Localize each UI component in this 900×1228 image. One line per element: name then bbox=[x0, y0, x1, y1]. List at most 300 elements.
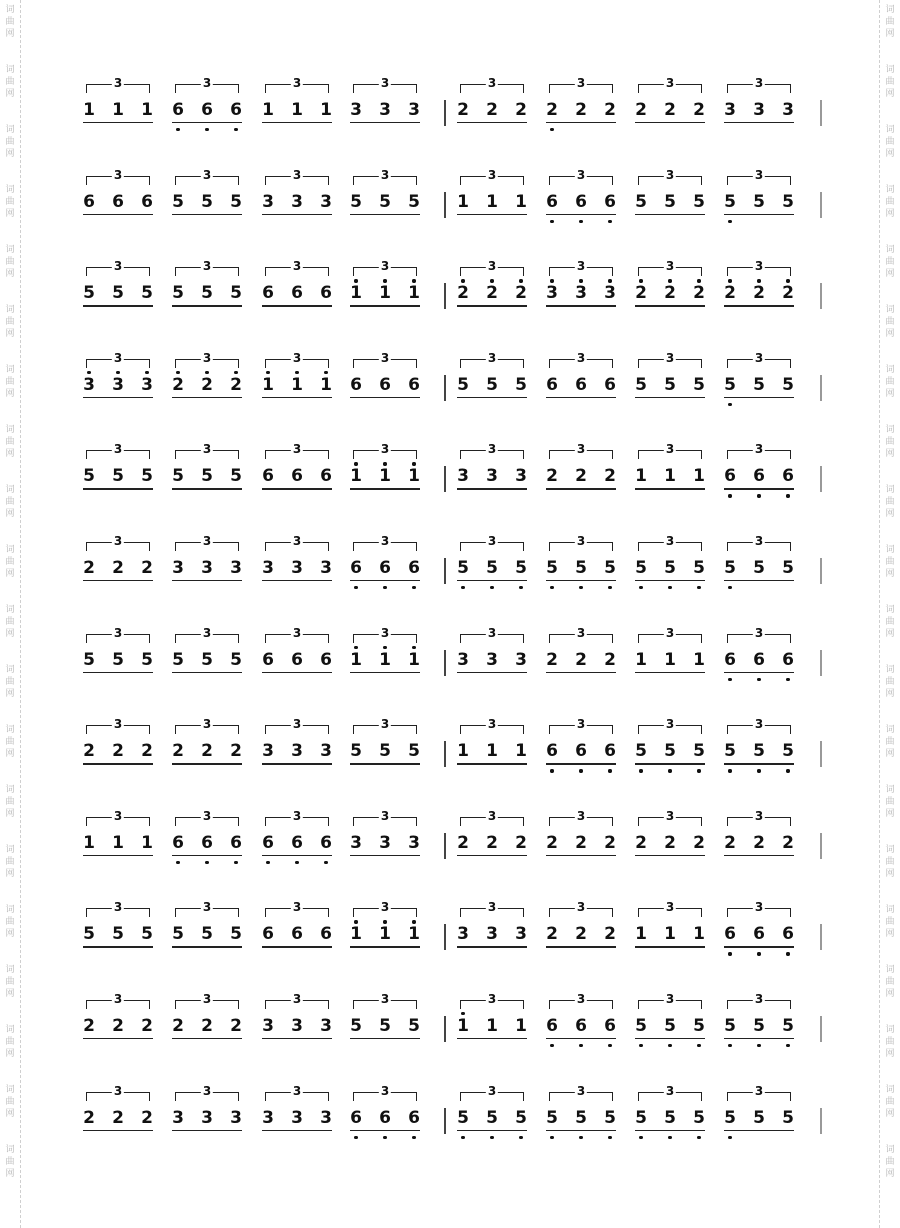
eighth-underline bbox=[724, 305, 794, 306]
barline-end bbox=[820, 833, 822, 859]
triplet-bracket bbox=[265, 625, 329, 643]
triplet-group bbox=[634, 76, 706, 124]
note: 5 bbox=[141, 466, 153, 487]
note: 3 bbox=[320, 558, 332, 578]
barline-end bbox=[820, 741, 822, 767]
note: 3 bbox=[291, 558, 303, 578]
triplet-group bbox=[723, 442, 795, 490]
watermark-char: 词 bbox=[885, 65, 895, 75]
note: 3 bbox=[291, 1107, 303, 1128]
note: 5 bbox=[664, 374, 676, 395]
octave-up-dot bbox=[728, 279, 731, 282]
triplet-bracket bbox=[460, 534, 524, 551]
note: 2 bbox=[635, 832, 647, 853]
note: 1 bbox=[664, 924, 676, 945]
watermark-char: 词 bbox=[885, 785, 895, 795]
triplet-bracket bbox=[86, 808, 150, 826]
note: 6 bbox=[408, 558, 420, 578]
watermark-char: 曲 bbox=[885, 1037, 895, 1047]
octave-up-dot bbox=[145, 371, 148, 374]
eighth-underline bbox=[83, 946, 153, 947]
eighth-underline bbox=[172, 397, 242, 398]
eighth-underline bbox=[724, 214, 794, 215]
barline-end bbox=[820, 375, 822, 401]
eighth-underline bbox=[350, 946, 420, 947]
watermark-char: 词 bbox=[5, 305, 15, 315]
triplet-bracket bbox=[549, 442, 613, 459]
eighth-underline bbox=[83, 397, 153, 398]
note: 6 bbox=[141, 191, 153, 212]
note: 6 bbox=[575, 374, 587, 395]
triplet-number: 3 bbox=[380, 1083, 390, 1098]
octave-down-dot bbox=[697, 586, 700, 589]
triplet-group bbox=[82, 350, 154, 399]
barline-end bbox=[820, 283, 822, 309]
triplet-group bbox=[349, 992, 421, 1040]
octave-down-dot bbox=[757, 494, 760, 497]
triplet-bracket bbox=[175, 76, 239, 93]
triplet-number: 3 bbox=[665, 442, 675, 457]
eighth-underline bbox=[350, 122, 420, 123]
note: 1 bbox=[379, 924, 391, 945]
score-line bbox=[0, 534, 900, 604]
watermark-char: 曲 bbox=[5, 317, 15, 327]
triplet-group bbox=[82, 442, 154, 490]
watermark-char: 曲 bbox=[5, 377, 15, 387]
triplet-bracket bbox=[175, 808, 239, 826]
octave-up-dot bbox=[354, 462, 357, 465]
watermark-char: 词 bbox=[885, 365, 895, 375]
eighth-underline bbox=[724, 488, 794, 489]
note: 6 bbox=[320, 283, 332, 304]
triplet-group bbox=[545, 900, 617, 948]
note: 6 bbox=[753, 649, 765, 670]
triplet-bracket bbox=[175, 717, 239, 734]
watermark-char: 曲 bbox=[885, 497, 895, 507]
note: 6 bbox=[604, 741, 616, 762]
eighth-underline bbox=[350, 1038, 420, 1039]
octave-down-dot bbox=[608, 1136, 611, 1139]
octave-up-dot bbox=[608, 279, 611, 282]
note: 2 bbox=[724, 832, 736, 853]
triplet-bracket bbox=[638, 808, 702, 826]
note: 5 bbox=[724, 741, 736, 762]
triplet-bracket bbox=[638, 442, 702, 459]
note: 5 bbox=[486, 558, 498, 578]
note: 5 bbox=[753, 741, 765, 762]
watermark-char: 曲 bbox=[885, 557, 895, 567]
triplet-number: 3 bbox=[113, 167, 123, 182]
triplet-bracket bbox=[460, 350, 524, 368]
octave-down-dot bbox=[550, 769, 553, 772]
eighth-underline bbox=[350, 672, 420, 673]
triplet-number: 3 bbox=[292, 442, 302, 457]
triplet-number: 3 bbox=[665, 76, 675, 90]
note: 6 bbox=[291, 283, 303, 304]
triplet-group bbox=[349, 808, 421, 857]
watermark-char: 曲 bbox=[885, 1097, 895, 1107]
note: 2 bbox=[693, 100, 705, 120]
octave-down-dot bbox=[728, 494, 731, 497]
triplet-number: 3 bbox=[292, 76, 302, 90]
note: 1 bbox=[379, 649, 391, 670]
triplet-number: 3 bbox=[576, 442, 586, 457]
octave-up-dot bbox=[461, 1012, 464, 1015]
watermark-char: 曲 bbox=[5, 257, 15, 267]
note: 1 bbox=[112, 100, 124, 120]
triplet-bracket bbox=[265, 534, 329, 551]
eighth-underline bbox=[350, 855, 420, 856]
triplet-number: 3 bbox=[754, 442, 764, 457]
barline bbox=[444, 283, 446, 309]
octave-down-dot bbox=[490, 1136, 493, 1139]
octave-up-dot bbox=[412, 462, 415, 465]
triplet-bracket bbox=[549, 167, 613, 185]
note: 3 bbox=[486, 466, 498, 487]
octave-up-dot bbox=[757, 279, 760, 282]
score-line bbox=[0, 809, 900, 879]
note: 5 bbox=[515, 1107, 527, 1128]
note: 3 bbox=[172, 558, 184, 578]
triplet-bracket bbox=[727, 259, 791, 276]
note: 3 bbox=[141, 374, 153, 395]
triplet-group bbox=[634, 442, 706, 490]
eighth-underline bbox=[457, 305, 527, 306]
note: 1 bbox=[141, 832, 153, 853]
triplet-group bbox=[349, 350, 421, 399]
octave-up-dot bbox=[383, 646, 386, 649]
triplet-bracket bbox=[460, 900, 524, 917]
triplet-bracket bbox=[353, 717, 417, 734]
triplet-group bbox=[634, 992, 706, 1040]
octave-down-dot bbox=[550, 1044, 553, 1047]
triplet-number: 3 bbox=[576, 717, 586, 732]
eighth-underline bbox=[172, 1130, 242, 1131]
triplet-bracket bbox=[265, 350, 329, 368]
triplet-bracket bbox=[549, 1083, 613, 1101]
note: 1 bbox=[457, 191, 469, 212]
note: 5 bbox=[172, 283, 184, 304]
note: 3 bbox=[515, 649, 527, 670]
watermark-char: 曲 bbox=[885, 917, 895, 927]
note: 5 bbox=[350, 191, 362, 212]
note: 5 bbox=[546, 1107, 558, 1128]
note: 1 bbox=[457, 1016, 469, 1036]
note: 5 bbox=[141, 924, 153, 945]
watermark-char: 词 bbox=[5, 485, 15, 495]
watermark-char: 曲 bbox=[5, 437, 15, 447]
triplet-bracket bbox=[460, 625, 524, 643]
note: 5 bbox=[83, 466, 95, 487]
triplet-group bbox=[171, 900, 243, 948]
note: 5 bbox=[575, 1107, 587, 1128]
eighth-underline bbox=[262, 122, 332, 123]
triplet-bracket bbox=[86, 167, 150, 185]
watermark-char: 曲 bbox=[885, 377, 895, 387]
note: 6 bbox=[112, 191, 124, 212]
triplet-group bbox=[545, 76, 617, 124]
watermark-char: 词 bbox=[5, 5, 15, 15]
eighth-underline bbox=[546, 763, 616, 764]
note: 6 bbox=[230, 100, 242, 120]
watermark-char: 曲 bbox=[885, 1157, 895, 1167]
note: 2 bbox=[782, 832, 794, 853]
note: 1 bbox=[291, 100, 303, 120]
octave-down-dot bbox=[490, 586, 493, 589]
octave-up-dot bbox=[324, 371, 327, 374]
triplet-number: 3 bbox=[576, 76, 586, 90]
note: 2 bbox=[515, 283, 527, 304]
triplet-number: 3 bbox=[202, 534, 212, 548]
triplet-bracket bbox=[638, 259, 702, 276]
watermark-char: 网 bbox=[5, 329, 15, 339]
watermark-char: 词 bbox=[885, 1085, 895, 1095]
triplet-number: 3 bbox=[665, 1083, 675, 1098]
note: 5 bbox=[83, 924, 95, 945]
watermark-char: 词 bbox=[885, 665, 895, 675]
eighth-underline bbox=[724, 946, 794, 947]
triplet-group bbox=[171, 76, 243, 124]
note: 5 bbox=[457, 558, 469, 578]
eighth-underline bbox=[546, 488, 616, 489]
watermark-char: 曲 bbox=[885, 137, 895, 147]
eighth-underline bbox=[457, 580, 527, 581]
note: 6 bbox=[408, 374, 420, 395]
triplet-group bbox=[545, 992, 617, 1040]
octave-up-dot bbox=[87, 371, 90, 374]
triplet-bracket bbox=[265, 992, 329, 1009]
watermark-char: 曲 bbox=[5, 797, 15, 807]
watermark-char: 曲 bbox=[5, 197, 15, 207]
watermark-char: 网 bbox=[885, 809, 895, 819]
eighth-underline bbox=[262, 855, 332, 856]
octave-up-dot bbox=[786, 279, 789, 282]
triplet-number: 3 bbox=[754, 534, 764, 548]
eighth-underline bbox=[172, 946, 242, 947]
triplet-bracket bbox=[86, 1083, 150, 1101]
watermark-char: 网 bbox=[885, 989, 895, 999]
note: 2 bbox=[604, 832, 616, 853]
watermark-char: 网 bbox=[885, 869, 895, 879]
triplet-group bbox=[456, 625, 528, 674]
note: 5 bbox=[515, 558, 527, 578]
triplet-group bbox=[261, 76, 333, 124]
watermark-char: 网 bbox=[885, 1049, 895, 1059]
note: 2 bbox=[112, 741, 124, 762]
watermark-char: 网 bbox=[5, 149, 15, 159]
triplet-group bbox=[723, 625, 795, 674]
note: 3 bbox=[320, 741, 332, 762]
triplet-number: 3 bbox=[665, 259, 675, 274]
triplet-group bbox=[634, 1083, 706, 1132]
eighth-underline bbox=[724, 855, 794, 856]
eighth-underline bbox=[172, 1038, 242, 1039]
note: 2 bbox=[457, 100, 469, 120]
octave-up-dot bbox=[383, 920, 386, 923]
watermark-char: 曲 bbox=[885, 77, 895, 87]
eighth-underline bbox=[546, 580, 616, 581]
watermark-char: 曲 bbox=[5, 677, 15, 687]
note: 2 bbox=[112, 1016, 124, 1036]
note: 5 bbox=[635, 741, 647, 762]
watermark-char: 曲 bbox=[5, 977, 15, 987]
note: 5 bbox=[83, 283, 95, 304]
note: 1 bbox=[262, 374, 274, 395]
watermark-char: 曲 bbox=[5, 497, 15, 507]
note: 3 bbox=[83, 374, 95, 395]
eighth-underline bbox=[635, 214, 705, 215]
eighth-underline bbox=[83, 305, 153, 306]
triplet-bracket bbox=[175, 259, 239, 276]
watermark-char: 词 bbox=[5, 545, 15, 555]
octave-down-dot bbox=[550, 586, 553, 589]
note: 5 bbox=[724, 1016, 736, 1036]
barline bbox=[444, 924, 446, 950]
note: 5 bbox=[201, 191, 213, 212]
triplet-bracket bbox=[86, 442, 150, 459]
watermark-char: 网 bbox=[885, 1109, 895, 1119]
octave-up-dot bbox=[579, 279, 582, 282]
note: 3 bbox=[350, 832, 362, 853]
note: 1 bbox=[635, 924, 647, 945]
triplet-number: 3 bbox=[292, 717, 302, 732]
note: 3 bbox=[604, 283, 616, 304]
triplet-group bbox=[82, 992, 154, 1040]
triplet-number: 3 bbox=[665, 534, 675, 548]
barline bbox=[444, 558, 446, 584]
note: 6 bbox=[291, 466, 303, 487]
watermark-char: 词 bbox=[5, 185, 15, 195]
eighth-underline bbox=[635, 397, 705, 398]
eighth-underline bbox=[262, 1130, 332, 1131]
note: 3 bbox=[457, 649, 469, 670]
note: 1 bbox=[486, 191, 498, 212]
watermark-char: 曲 bbox=[885, 437, 895, 447]
triplet-number: 3 bbox=[113, 534, 123, 548]
score-line bbox=[0, 76, 900, 146]
watermark-char: 曲 bbox=[5, 617, 15, 627]
triplet-number: 3 bbox=[380, 442, 390, 457]
eighth-underline bbox=[457, 672, 527, 673]
octave-up-dot bbox=[461, 279, 464, 282]
note: 3 bbox=[262, 558, 274, 578]
watermark-char: 网 bbox=[885, 209, 895, 219]
triplet-number: 3 bbox=[113, 259, 123, 274]
note: 5 bbox=[693, 191, 705, 212]
note: 2 bbox=[546, 100, 558, 120]
triplet-bracket bbox=[86, 259, 150, 276]
note: 5 bbox=[635, 1107, 647, 1128]
score-line bbox=[0, 259, 900, 329]
triplet-group bbox=[634, 625, 706, 674]
note: 5 bbox=[112, 283, 124, 304]
triplet-group bbox=[545, 167, 617, 216]
eighth-underline bbox=[172, 122, 242, 123]
triplet-bracket bbox=[86, 900, 150, 917]
score-line bbox=[0, 992, 900, 1062]
note: 5 bbox=[230, 191, 242, 212]
triplet-number: 3 bbox=[380, 167, 390, 182]
octave-down-dot bbox=[786, 769, 789, 772]
eighth-underline bbox=[724, 1130, 794, 1131]
note: 5 bbox=[515, 374, 527, 395]
watermark-char: 网 bbox=[5, 569, 15, 579]
watermark-char: 词 bbox=[5, 365, 15, 375]
eighth-underline bbox=[457, 855, 527, 856]
note: 5 bbox=[782, 374, 794, 395]
watermark-char: 网 bbox=[885, 29, 895, 39]
note: 1 bbox=[515, 1016, 527, 1036]
triplet-group bbox=[545, 625, 617, 674]
triplet-group bbox=[456, 808, 528, 857]
triplet-number: 3 bbox=[665, 167, 675, 182]
watermark-char: 曲 bbox=[5, 137, 15, 147]
watermark-char: 词 bbox=[5, 1085, 15, 1095]
watermark-char: 词 bbox=[885, 905, 895, 915]
octave-down-dot bbox=[608, 1044, 611, 1047]
octave-down-dot bbox=[757, 952, 760, 955]
watermark-char: 词 bbox=[5, 125, 15, 135]
triplet-group bbox=[456, 442, 528, 490]
note: 2 bbox=[664, 832, 676, 853]
watermark-char: 网 bbox=[885, 929, 895, 939]
watermark-char: 网 bbox=[885, 629, 895, 639]
octave-up-dot bbox=[697, 279, 700, 282]
triplet-bracket bbox=[175, 1083, 239, 1101]
triplet-group bbox=[456, 717, 528, 765]
triplet-group bbox=[634, 259, 706, 307]
eighth-underline bbox=[546, 214, 616, 215]
triplet-number: 3 bbox=[576, 350, 586, 365]
eighth-underline bbox=[172, 763, 242, 764]
note: 1 bbox=[635, 466, 647, 487]
note: 2 bbox=[112, 1107, 124, 1128]
note: 5 bbox=[724, 558, 736, 578]
octave-down-dot bbox=[786, 952, 789, 955]
note: 5 bbox=[693, 1107, 705, 1128]
octave-down-dot bbox=[757, 678, 760, 681]
triplet-bracket bbox=[727, 900, 791, 917]
note: 6 bbox=[262, 466, 274, 487]
triplet-group bbox=[171, 534, 243, 582]
triplet-number: 3 bbox=[113, 625, 123, 640]
octave-up-dot bbox=[266, 371, 269, 374]
triplet-bracket bbox=[549, 625, 613, 643]
triplet-bracket bbox=[175, 442, 239, 459]
note: 6 bbox=[724, 649, 736, 670]
triplet-number: 3 bbox=[380, 259, 390, 274]
triplet-group bbox=[456, 900, 528, 948]
note: 1 bbox=[635, 649, 647, 670]
note: 3 bbox=[782, 100, 794, 120]
note: 5 bbox=[753, 374, 765, 395]
note: 1 bbox=[291, 374, 303, 395]
note: 2 bbox=[457, 832, 469, 853]
eighth-underline bbox=[262, 763, 332, 764]
triplet-bracket bbox=[638, 992, 702, 1009]
eighth-underline bbox=[262, 946, 332, 947]
note: 1 bbox=[408, 649, 420, 670]
note: 5 bbox=[724, 1107, 736, 1128]
octave-down-dot bbox=[295, 861, 298, 864]
note: 5 bbox=[457, 1107, 469, 1128]
note: 1 bbox=[320, 100, 332, 120]
note: 5 bbox=[230, 283, 242, 304]
triplet-bracket bbox=[86, 625, 150, 643]
note: 6 bbox=[408, 1107, 420, 1128]
note: 5 bbox=[172, 466, 184, 487]
triplet-group bbox=[456, 534, 528, 582]
